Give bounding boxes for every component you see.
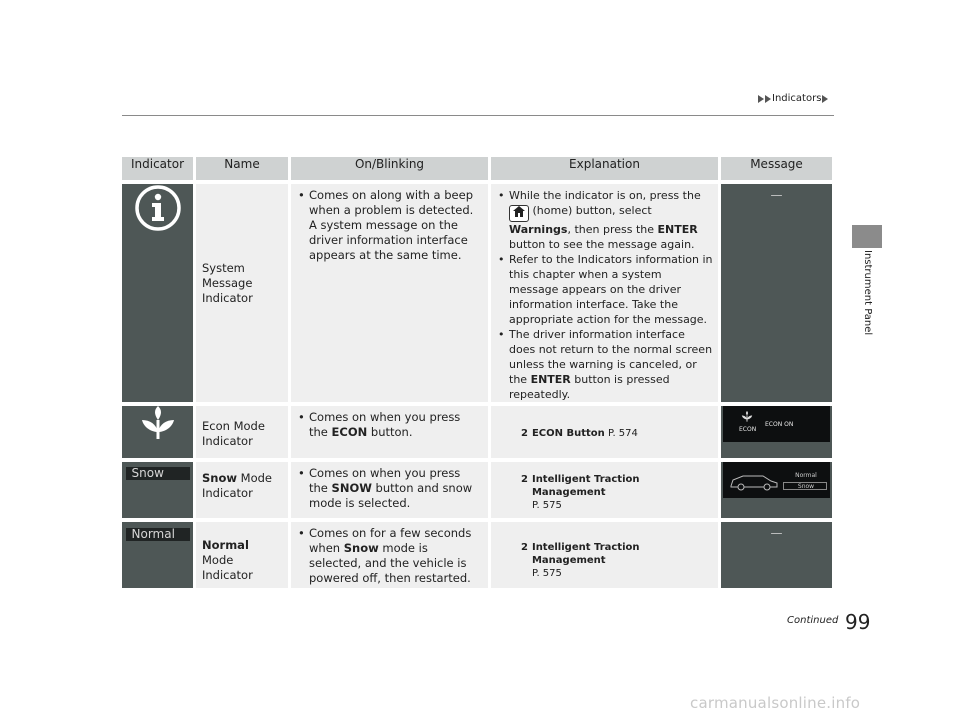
xref-arrow-icon: 2 (521, 428, 528, 439)
name-cell (193, 462, 288, 518)
col-header-explanation: Explanation (488, 157, 718, 180)
breadcrumb-label: Indicators (772, 93, 822, 104)
indicator-cell (122, 522, 193, 588)
on-blinking-cell (288, 462, 488, 518)
explanation-cell (488, 522, 718, 588)
econ-leaf-icon (741, 411, 753, 422)
explanation-bullet: • While the indicator is on, press the (home) button, select Warnings, then press the ENTER button to see the message again. (497, 188, 714, 252)
explanation-bullet: • The driver information interface does not return to the normal screen unless the warning is canceled, or the ENTER button is pressed repeatedly. (497, 327, 714, 402)
breadcrumb-arrow-icon (822, 95, 828, 103)
message-cell (718, 406, 832, 458)
message-cell (718, 462, 832, 518)
explanation-bullet: • Refer to the Indicators information in this chapter when a system message appears on the driver information interface. Take the appropriate action for the message. (497, 252, 714, 327)
chapter-tab (852, 225, 882, 248)
econ-message-screen (723, 406, 830, 442)
indicator-cell (122, 462, 193, 518)
info-circle-icon (134, 184, 182, 232)
on-blinking-cell (288, 184, 488, 402)
table-row (122, 522, 832, 588)
message-none: — (770, 526, 783, 540)
name-cell (193, 522, 288, 588)
page-number: 99 (845, 610, 871, 634)
home-icon (509, 205, 529, 222)
name-cell (193, 184, 288, 402)
indicator-cell (122, 406, 193, 458)
table-header-row (122, 157, 832, 180)
message-cell (718, 184, 832, 402)
breadcrumb (758, 93, 828, 104)
table-row (122, 406, 832, 458)
indicator-name: Snow Mode Indicator (202, 471, 272, 500)
table-row (122, 184, 832, 402)
explanation-cell (488, 406, 718, 458)
xref-arrow-icon: 2 (521, 474, 528, 485)
on-blinking-text: • Comes on along with a beep when a problem is detected. A system message on the driver information interface appears at the same time. (297, 188, 482, 263)
breadcrumb-arrow-icon (765, 95, 771, 103)
normal-indicator-icon: Normal (126, 528, 190, 541)
on-blinking-text: • Comes on for a few seconds when Snow mode is selected, and the vehicle is powered off, then restarted. (297, 526, 482, 586)
explanation-cell (488, 462, 718, 518)
on-blinking-text: • Comes on when you press the ECON button. (297, 410, 482, 440)
econ-leaf-icon (140, 406, 176, 440)
snow-indicator-icon: Snow (126, 467, 190, 480)
table-row (122, 462, 832, 518)
name-cell (193, 406, 288, 458)
on-blinking-cell (288, 522, 488, 588)
cross-reference[interactable]: 2 Intelligent Traction Management P. 575 (521, 474, 640, 511)
mode-option-snow: Snow (783, 482, 827, 490)
cross-reference[interactable]: 2 ECON Button P. 574 (521, 428, 638, 439)
econ-screen-label: ECON (739, 426, 757, 433)
snow-message-screen (723, 462, 830, 498)
col-header-on-blinking: On/Blinking (288, 157, 488, 180)
mode-option-normal: Normal (795, 472, 817, 479)
indicator-name: Normal Mode Indicator (202, 538, 253, 582)
header-rule (122, 115, 834, 116)
watermark: carmanualsonline.info (690, 694, 861, 712)
chapter-label: Instrument Panel (862, 250, 873, 336)
on-blinking-cell (288, 406, 488, 458)
indicator-name: System Message Indicator (202, 261, 253, 305)
message-cell (718, 522, 832, 588)
on-blinking-text: • Comes on when you press the SNOW button and snow mode is selected. (297, 466, 482, 511)
cross-reference[interactable]: 2 Intelligent Traction Management P. 575 (521, 542, 640, 579)
indicator-cell (122, 184, 193, 402)
econ-on-text: ECON ON (765, 421, 794, 428)
explanation-cell (488, 184, 718, 402)
indicator-name: Econ Mode Indicator (202, 419, 265, 448)
col-header-indicator: Indicator (122, 157, 193, 180)
continued-label: Continued (787, 615, 839, 626)
indicator-table (122, 153, 832, 592)
xref-arrow-icon: 2 (521, 542, 528, 553)
col-header-name: Name (193, 157, 288, 180)
col-header-message: Message (718, 157, 832, 180)
breadcrumb-arrow-icon (758, 95, 764, 103)
message-none: — (770, 188, 783, 202)
vehicle-icon (729, 473, 779, 491)
